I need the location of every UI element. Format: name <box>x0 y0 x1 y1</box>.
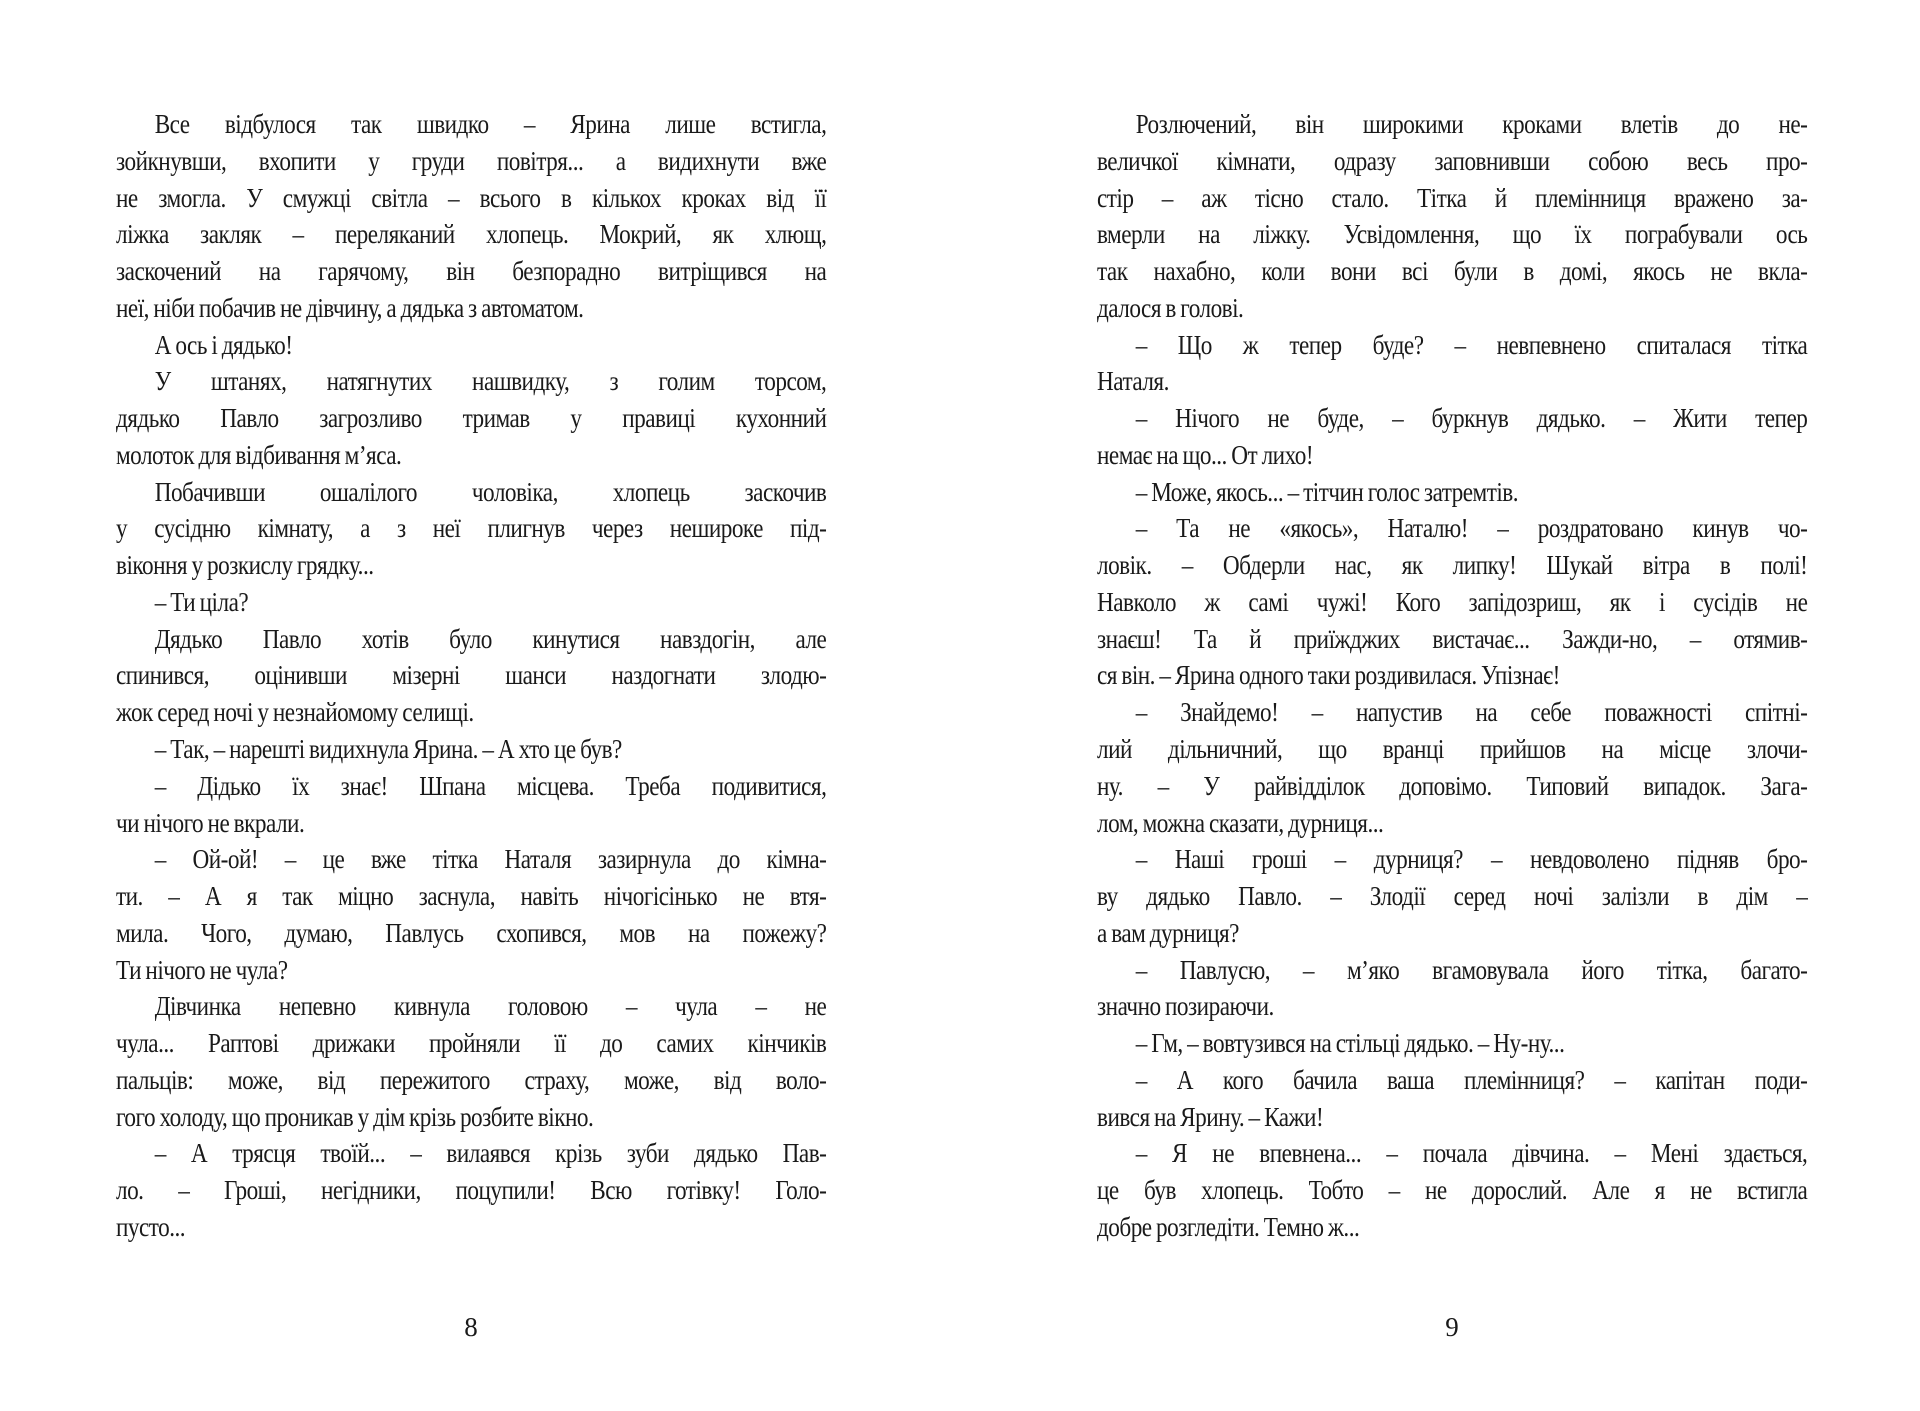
text-line: зойкнувши, вхопити у груди повітря... а видихнути вже <box>116 145 827 176</box>
page-number-left: 8 <box>464 1312 478 1342</box>
text-line: лом, можна сказати, дурниця... <box>1097 807 1384 838</box>
text-line: у сусідню кімнату, а з неї плигнув через нешироке під- <box>116 513 827 544</box>
text-line: – Ой-ой! – це вже тітка Наталя зазирнула до кімна- <box>154 844 827 875</box>
text-line: так нахабно, коли вони всі були в домі, якось не вкла- <box>1097 256 1808 287</box>
text-line: У штанях, натягнутих нашвидку, з голим торсом, <box>154 366 827 397</box>
text-line: Навколо ж самі чужі! Кого запідозриш, як і сусідів не <box>1097 586 1808 617</box>
text-line: молоток для відбивання м’яса. <box>116 439 402 470</box>
text-line: – А кого бачила ваша племінниця? – капітан поди- <box>1135 1064 1808 1095</box>
text-line: жок серед ночі у незнайомому селищі. <box>116 697 474 728</box>
text-line: – Ти ціла? <box>154 586 249 617</box>
text-line: – Може, якось... – тітчин голос затремтів. <box>1135 476 1519 507</box>
text-line: ловік. – Обдерли нас, як липку! Шукай вітра в полі! <box>1097 550 1808 581</box>
text-line: ся він. – Ярина одного таки роздивилася. Упізнає! <box>1097 660 1560 691</box>
text-line: заскочений на гарячому, він безпорадно витріщився на <box>116 256 827 287</box>
text-line: ву дядько Павло. – Злодії серед ночі залізли в дім – <box>1097 881 1808 912</box>
text-line: знаєш! Та й приїжджих вистачає... Зажди-но, – отямив- <box>1097 623 1808 654</box>
text-line: – Я не впевнена... – почала дівчина. – Мені здається, <box>1135 1138 1808 1169</box>
text-line: дядько Павло загрозливо тримав у правиці кухонний <box>116 403 827 434</box>
text-line: спинився, оцінивши мізерні шанси наздогнати злодю- <box>116 660 827 691</box>
text-line: – Що ж тепер буде? – невпевнено спиталася тітка <box>1135 329 1808 360</box>
text-line: немає на що... От лихо! <box>1097 439 1314 470</box>
text-line: Наталя. <box>1097 366 1169 397</box>
text-line: це був хлопець. Тобто – не дорослий. Але я не встигла <box>1097 1175 1808 1206</box>
text-line: Дівчинка непевно кивнула головою – чула – не <box>154 991 827 1022</box>
text-line: вмерли на ліжку. Усвідомлення, що їх пограбували ось <box>1097 219 1808 250</box>
text-line: ліжка закляк – переляканий хлопець. Мокрий, як хлющ, <box>116 219 827 250</box>
text-line: Все відбулося так швидко – Ярина лише встигла, <box>154 109 827 139</box>
text-line: значно позираючи. <box>1097 991 1274 1022</box>
text-line: – Наші гроші – дурниця? – невдоволено підняв бро- <box>1135 844 1808 875</box>
text-line: – Та не «якось», Наталю! – роздратовано кинув чо- <box>1135 513 1808 544</box>
right-page <box>1097 0 1807 1411</box>
page-number-right: 9 <box>1445 1312 1459 1342</box>
text-line: а вам дурниця? <box>1097 917 1239 948</box>
text-line: Ти нічого не чула? <box>116 954 288 985</box>
text-line: стір – аж тісно стало. Тітка й племінниця вражено за- <box>1097 182 1808 213</box>
text-line: гого холоду, що проникав у дім крізь розбите вікно. <box>116 1101 594 1132</box>
text-line: А ось і дядько! <box>154 329 293 360</box>
text-line: Дядько Павло хотів було кинутися навздогін, але <box>154 623 827 654</box>
text-line: неї, ніби побачив не дівчину, а дядька з автоматом. <box>116 292 584 323</box>
text-line: чи нічого не вкрали. <box>116 807 305 838</box>
text-line: віконня у розкислу грядку... <box>116 550 374 581</box>
text-line: Побачивши ошалілого чоловіка, хлопець заскочив <box>154 476 827 507</box>
text-line: ти. – А я так міцно заснула, навіть нічогісінько не втя- <box>116 881 827 912</box>
text-line: мила. Чого, думаю, Павлусь схопився, мов на пожежу? <box>116 917 827 948</box>
right-page-text <box>1097 106 1807 1246</box>
text-line: чула... Раптові дрижаки пройняли її до самих кінчиків <box>116 1028 827 1059</box>
text-line: пальців: може, від пережитого страху, може, від воло- <box>116 1064 827 1095</box>
text-line: не змогла. У смужці світла – всього в кількох кроках від її <box>116 182 827 213</box>
text-line: вився на Ярину. – Кажи! <box>1097 1101 1324 1132</box>
text-line: – Так, – нарешті видихнула Ярина. – А хто це був? <box>154 734 622 765</box>
text-line: – Дідько їх знає! Шпана місцева. Треба подивитися, <box>154 770 827 801</box>
text-line: ло. – Гроші, негідники, поцупили! Всю готівку! Голо- <box>116 1175 827 1206</box>
text-line: пусто... <box>116 1211 186 1242</box>
text-line: ну. – У райвідділок доповімо. Типовий випадок. Зага- <box>1097 770 1808 801</box>
text-line: далося в голові. <box>1097 292 1244 323</box>
text-line: – Гм, – вовтузився на стільці дядько. – Ну-ну... <box>1135 1028 1565 1059</box>
text-line: – Нічого не буде, – буркнув дядько. – Жити тепер <box>1135 403 1808 434</box>
text-line: – Знайдемо! – напустив на себе поважності спітні- <box>1135 697 1808 728</box>
text-line: величкої кімнати, одразу заповнивши собою весь про- <box>1097 145 1808 176</box>
text-line: – Павлусю, – м’яко вгамовувала його тітка, багато- <box>1135 954 1808 985</box>
text-line: добре розгледіти. Темно ж... <box>1097 1211 1360 1242</box>
left-page <box>116 0 826 1411</box>
text-line: лий дільничний, що вранці прийшов на місце злочи- <box>1097 734 1808 765</box>
left-page-text <box>116 106 826 1246</box>
text-line: Розлючений, він широкими кроками влетів до не- <box>1135 109 1808 139</box>
text-line: – А трясця твоїй... – вилаявся крізь зуби дядько Пав- <box>154 1138 827 1169</box>
